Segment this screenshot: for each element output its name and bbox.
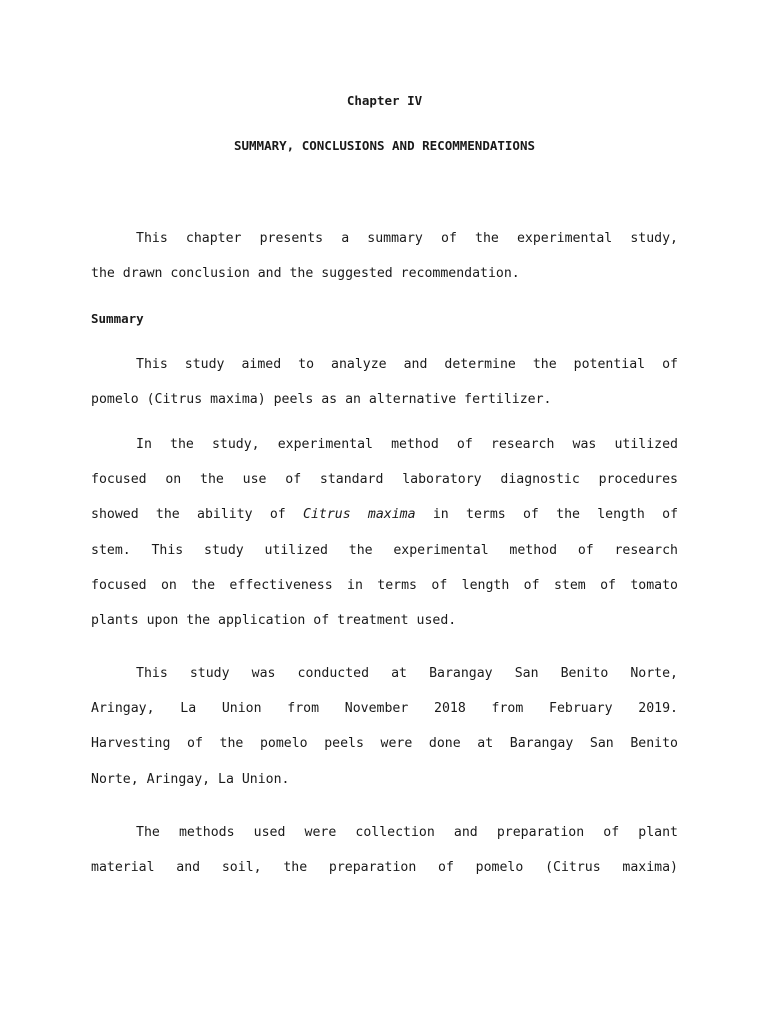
paragraph-line: Harvesting of the pomelo peels were done at Barangay San Benito [91,736,678,752]
paragraph-line: Aringay, La Union from November 2018 from February 2019. [91,701,678,717]
paragraph-line: focused on the use of standard laboratory diagnostic procedures [91,472,678,488]
paragraph-line: material and soil, the preparation of pomelo (Citrus maxima) [91,860,678,876]
paragraph-line [91,497,678,532]
paragraph-line: the drawn conclusion and the suggested recommendation. [91,266,520,282]
chapter-number: Chapter IV [346,93,423,108]
paragraph-line: pomelo (Citrus maxima) peels as an alternative fertilizer. [91,392,552,408]
summary-paragraph-1 [91,347,678,417]
text-span: showed the ability of [91,507,304,523]
paragraph-line: stem. This study utilized the experimental method of research [91,542,678,558]
summary-paragraph-3 [91,656,678,797]
chapter-title: SUMMARY, CONCLUSIONS AND RECOMMENDATIONS [233,138,536,153]
document-page [91,0,678,1024]
paragraph-line: This chapter presents a summary of the experimental study, [136,231,678,246]
paragraph-line: focused on the effectiveness in terms of length of stem of tomato [91,577,678,593]
summary-paragraph-4 [91,815,678,885]
summary-paragraph-2 [91,427,678,638]
species-name: Citrus maxima [303,507,416,523]
paragraph-line: The methods used were collection and preparation of plant [136,825,678,840]
paragraph-line: Norte, Aringay, La Union. [91,771,290,787]
paragraph-line: This study aimed to analyze and determine the potential of [136,357,678,372]
intro-paragraph [91,221,678,291]
section-heading-summary: Summary [91,311,144,326]
paragraph-line: In the study, experimental method of research was utilized [136,437,678,452]
text-span: in terms of the length of [415,507,679,523]
paragraph-line: plants upon the application of treatment used. [91,613,457,629]
paragraph-line: This study was conducted at Barangay San Benito Norte, [136,666,678,681]
